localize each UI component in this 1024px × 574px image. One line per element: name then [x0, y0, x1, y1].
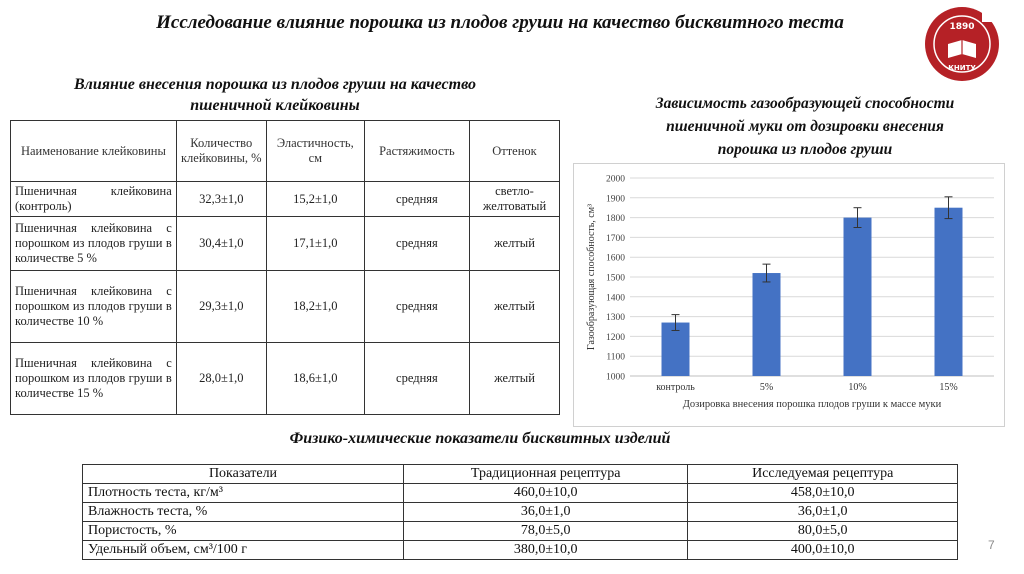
- table-cell: средняя: [364, 182, 469, 217]
- physchem-table: [82, 464, 958, 560]
- gluten-table-heading: Влияние внесения порошка из плодов груши на качество пшеничной клейковины: [73, 76, 477, 114]
- column-header: Растяжимость: [364, 121, 469, 182]
- column-header: Оттенок: [469, 121, 559, 182]
- table-cell: средняя: [364, 271, 469, 343]
- table-header-row: [11, 121, 560, 182]
- gas-forming-chart: [573, 163, 1005, 427]
- table-cell: 400,0±10,0: [688, 541, 958, 560]
- table-cell: 29,3±1,0: [176, 271, 266, 343]
- x-axis-title: Дозировка внесения порошка плодов груши к массе муки: [682, 399, 942, 410]
- table-row: [11, 343, 560, 415]
- gluten-table: [10, 120, 560, 415]
- x-tick-label: контроль: [656, 382, 695, 393]
- table-row: [83, 541, 958, 560]
- table-row: [83, 522, 958, 541]
- slide-title: Исследование влияние порошка из плодов груши на качество бисквитного теста: [156, 12, 844, 33]
- table-row: [83, 484, 958, 503]
- y-tick-label: 1400: [606, 293, 625, 304]
- table-cell: Пшеничная клейковина с порошком из плодов груши в количестве 10 %: [11, 271, 177, 343]
- table-cell: Пшеничная клейковина (контроль): [11, 182, 177, 217]
- bar: [935, 208, 963, 376]
- table-cell: Удельный объем, см³/100 г: [83, 541, 404, 560]
- y-tick-label: 1000: [606, 372, 625, 383]
- table-cell: 460,0±10,0: [404, 484, 688, 503]
- column-header: Традиционная рецептура: [404, 465, 688, 484]
- table-cell: желтый: [469, 217, 559, 271]
- table-cell: 30,4±1,0: [176, 217, 266, 271]
- y-tick-label: 1700: [606, 233, 625, 244]
- table-cell: желтый: [469, 343, 559, 415]
- column-header: Эластичность, см: [266, 121, 364, 182]
- table-row: [11, 271, 560, 343]
- table-cell: 458,0±10,0: [688, 484, 958, 503]
- table-cell: 28,0±1,0: [176, 343, 266, 415]
- table-cell: Влажность теста, %: [83, 503, 404, 522]
- table-cell: 78,0±5,0: [404, 522, 688, 541]
- table-header-row: [83, 465, 958, 484]
- table-cell: желтый: [469, 271, 559, 343]
- table-cell: светло-желтоватый: [469, 182, 559, 217]
- table-cell: Пористость, %: [83, 522, 404, 541]
- x-tick-label: 10%: [848, 382, 867, 393]
- table-cell: средняя: [364, 217, 469, 271]
- x-tick-label: 15%: [939, 382, 958, 393]
- y-tick-label: 1200: [606, 332, 625, 343]
- table-cell: 36,0±1,0: [404, 503, 688, 522]
- table-cell: 15,2±1,0: [266, 182, 364, 217]
- y-tick-label: 1500: [606, 273, 625, 284]
- column-header: Показатели: [83, 465, 404, 484]
- table-cell: Пшеничная клейковина с порошком из плодов груши в количестве 5 %: [11, 217, 177, 271]
- physchem-table-heading: Физико-химические показатели бисквитных изделий: [289, 430, 671, 447]
- table-row: [11, 182, 560, 217]
- chart-heading: Зависимость газообразующей способности пшеничной муки от дозировки внесения порошка из плодов груши: [655, 95, 955, 158]
- y-tick-label: 1100: [606, 352, 625, 363]
- table-cell: 36,0±1,0: [688, 503, 958, 522]
- university-logo: [922, 4, 1002, 84]
- table-cell: 32,3±1,0: [176, 182, 266, 217]
- table-cell: средняя: [364, 343, 469, 415]
- column-header: Исследуемая рецептура: [688, 465, 958, 484]
- y-tick-label: 1600: [606, 253, 625, 264]
- table-row: [11, 217, 560, 271]
- table-cell: 18,2±1,0: [266, 271, 364, 343]
- table-cell: 18,6±1,0: [266, 343, 364, 415]
- x-tick-label: 5%: [759, 382, 774, 393]
- table-row: [83, 503, 958, 522]
- y-tick-label: 1300: [606, 313, 625, 324]
- table-cell: Плотность теста, кг/м³: [83, 484, 404, 503]
- bar: [753, 273, 781, 376]
- table-cell: 380,0±10,0: [404, 541, 688, 560]
- column-header: Количество клейковины, %: [176, 121, 266, 182]
- y-axis-title: Газообразующая способность, см³: [586, 203, 597, 351]
- logo-text: КНИТУ: [948, 64, 976, 72]
- table-cell: 80,0±5,0: [688, 522, 958, 541]
- bar: [844, 218, 872, 376]
- y-tick-label: 2000: [606, 174, 625, 185]
- column-header: Наименование клейковины: [11, 121, 177, 182]
- table-cell: 17,1±1,0: [266, 217, 364, 271]
- y-tick-label: 1900: [606, 194, 625, 205]
- y-tick-label: 1800: [606, 214, 625, 225]
- page-number: 7: [988, 538, 995, 552]
- chart-svg: [574, 164, 1004, 426]
- logo-year: 1890: [949, 22, 975, 32]
- table-cell: Пшеничная клейковина с порошком из плодов груши в количестве 15 %: [11, 343, 177, 415]
